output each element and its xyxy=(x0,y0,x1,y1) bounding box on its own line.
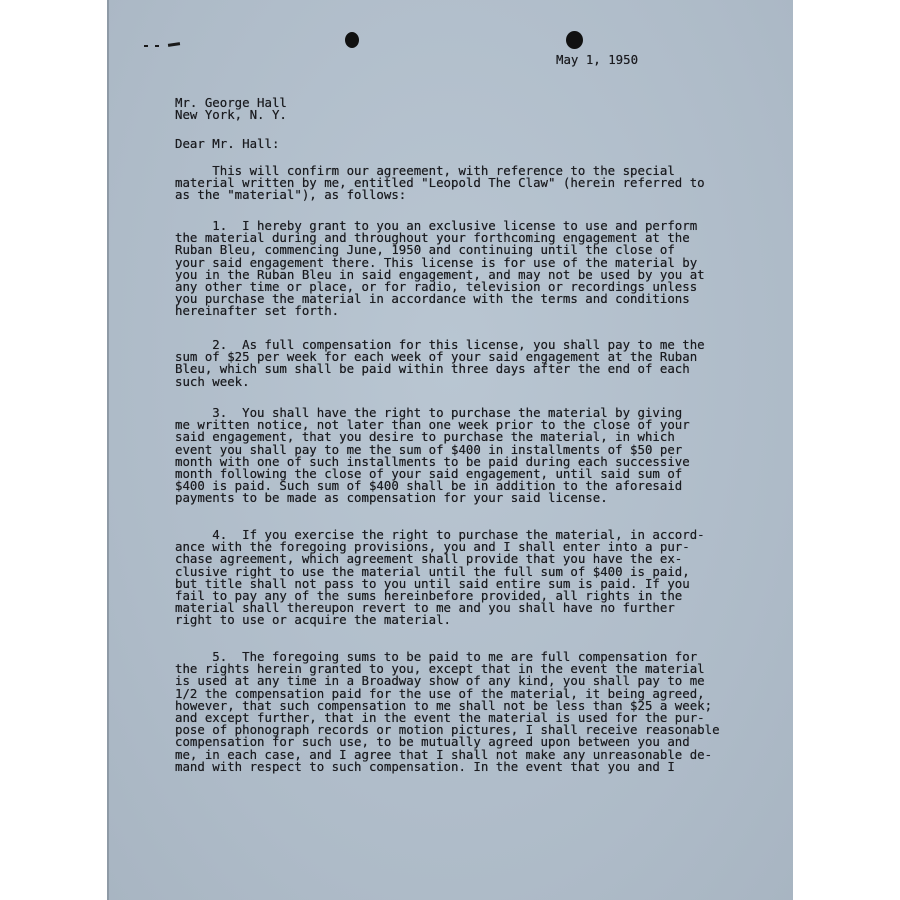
text-line: 1/2 the compensation paid for the use of the material, it being agreed, xyxy=(175,685,705,701)
text-line: $400 is paid. Such sum of $400 shall be in addition to the aforesaid xyxy=(175,478,683,494)
ink-speck xyxy=(155,45,159,47)
recipient-name: Mr. George Hall xyxy=(175,95,287,110)
paragraph-5 xyxy=(175,651,720,773)
text-line: the rights herein granted to you, except that in the event the material xyxy=(175,661,705,677)
text-line: and except further, that in the event the material is used for the pur- xyxy=(175,710,705,726)
text-line: sum of $25 per week for each week of your said engagement at the Ruban xyxy=(175,349,698,365)
text-line: pose of phonograph records or motion pictures, I shall receive reasonable xyxy=(175,722,720,738)
text-line: hereinafter set forth. xyxy=(175,303,340,319)
ink-speck xyxy=(144,45,148,47)
text-line: payments to be made as compensation for your said license. xyxy=(175,490,608,506)
text-line: me, in each case, and I agree that I shall not make any unreasonable de- xyxy=(175,746,713,762)
text-line: Bleu, which sum shall be paid within three days after the end of each xyxy=(175,361,690,377)
text-line: but title shall not pass to you until said entire sum is paid. If you xyxy=(175,575,690,591)
text-line: me written notice, not later than one week prior to the close of your xyxy=(175,417,690,433)
paragraph-3 xyxy=(175,407,690,505)
text-line: such week. xyxy=(175,373,250,389)
text-line: is used at any time in a Broadway show of any kind, you shall pay to me xyxy=(175,673,705,689)
text-line: mand with respect to such compensation. In the event that you and I xyxy=(175,758,675,774)
text-line: event you shall pay to me the sum of $400 in installments of $50 per xyxy=(175,441,683,457)
text-line: 3. You shall have the right to purchase the material by giving xyxy=(175,405,683,420)
text-line: material shall thereupon revert to me and you shall have no further xyxy=(175,600,675,616)
paragraph-1 xyxy=(175,220,705,318)
paragraph-intro xyxy=(175,165,705,202)
text-line: ance with the foregoing provisions, you and I shall enter into a pur- xyxy=(175,539,690,555)
text-line: 4. If you exercise the right to purchase the material, in accord- xyxy=(175,527,705,542)
text-line: month with one of such installments to be paid during each successive xyxy=(175,453,690,469)
text-line: 1. I hereby grant to you an exclusive license to use and perform xyxy=(175,218,698,233)
text-line: your said engagement there. This license is for use of the material by xyxy=(175,254,698,270)
text-line: as the "material"), as follows: xyxy=(175,187,407,203)
text-line: said engagement, that you desire to purchase the material, in which xyxy=(175,429,675,445)
paragraph-4 xyxy=(175,529,705,627)
text-line: 5. The foregoing sums to be paid to me are full compensation for xyxy=(175,649,698,664)
text-line: chase agreement, which agreement shall provide that you have the ex- xyxy=(175,551,683,567)
punch-hole-left xyxy=(345,32,359,48)
text-line: Ruban Bleu, commencing June, 1950 and continuing until the close of xyxy=(175,242,675,258)
text-line: This will confirm our agreement, with reference to the special xyxy=(175,163,675,178)
text-line: month following the close of your said engagement, until said sum of xyxy=(175,466,683,482)
text-line: you purchase the material in accordance with the terms and conditions xyxy=(175,291,690,307)
paragraph-2 xyxy=(175,339,705,388)
text-line: the material during and throughout your forthcoming engagement at the xyxy=(175,230,690,246)
text-line: fail to pay any of the sums hereinbefore provided, all rights in the xyxy=(175,588,683,604)
letter-date: May 1, 1950 xyxy=(556,52,639,67)
text-line: any other time or place, or for radio, television or recordings unless xyxy=(175,279,698,295)
page-edge-shadow xyxy=(107,0,109,900)
text-line: right to use or acquire the material. xyxy=(175,612,452,628)
recipient-city: New York, N. Y. xyxy=(175,107,287,122)
text-line: you in the Ruban Bleu in said engagement, and may not be used by you at xyxy=(175,266,705,282)
text-line: clusive right to use the material until the full sum of $400 is paid, xyxy=(175,563,690,579)
salutation: Dear Mr. Hall: xyxy=(175,136,280,151)
punch-hole-right xyxy=(566,31,583,49)
text-line: material written by me, entitled "Leopold The Claw" (herein referred to xyxy=(175,175,705,191)
text-line: however, that such compensation to me shall not be less than $25 a week; xyxy=(175,697,713,713)
text-line: 2. As full compensation for this license, you shall pay to me the xyxy=(175,337,705,352)
text-line: compensation for such use, to be mutually agreed upon between you and xyxy=(175,734,690,750)
